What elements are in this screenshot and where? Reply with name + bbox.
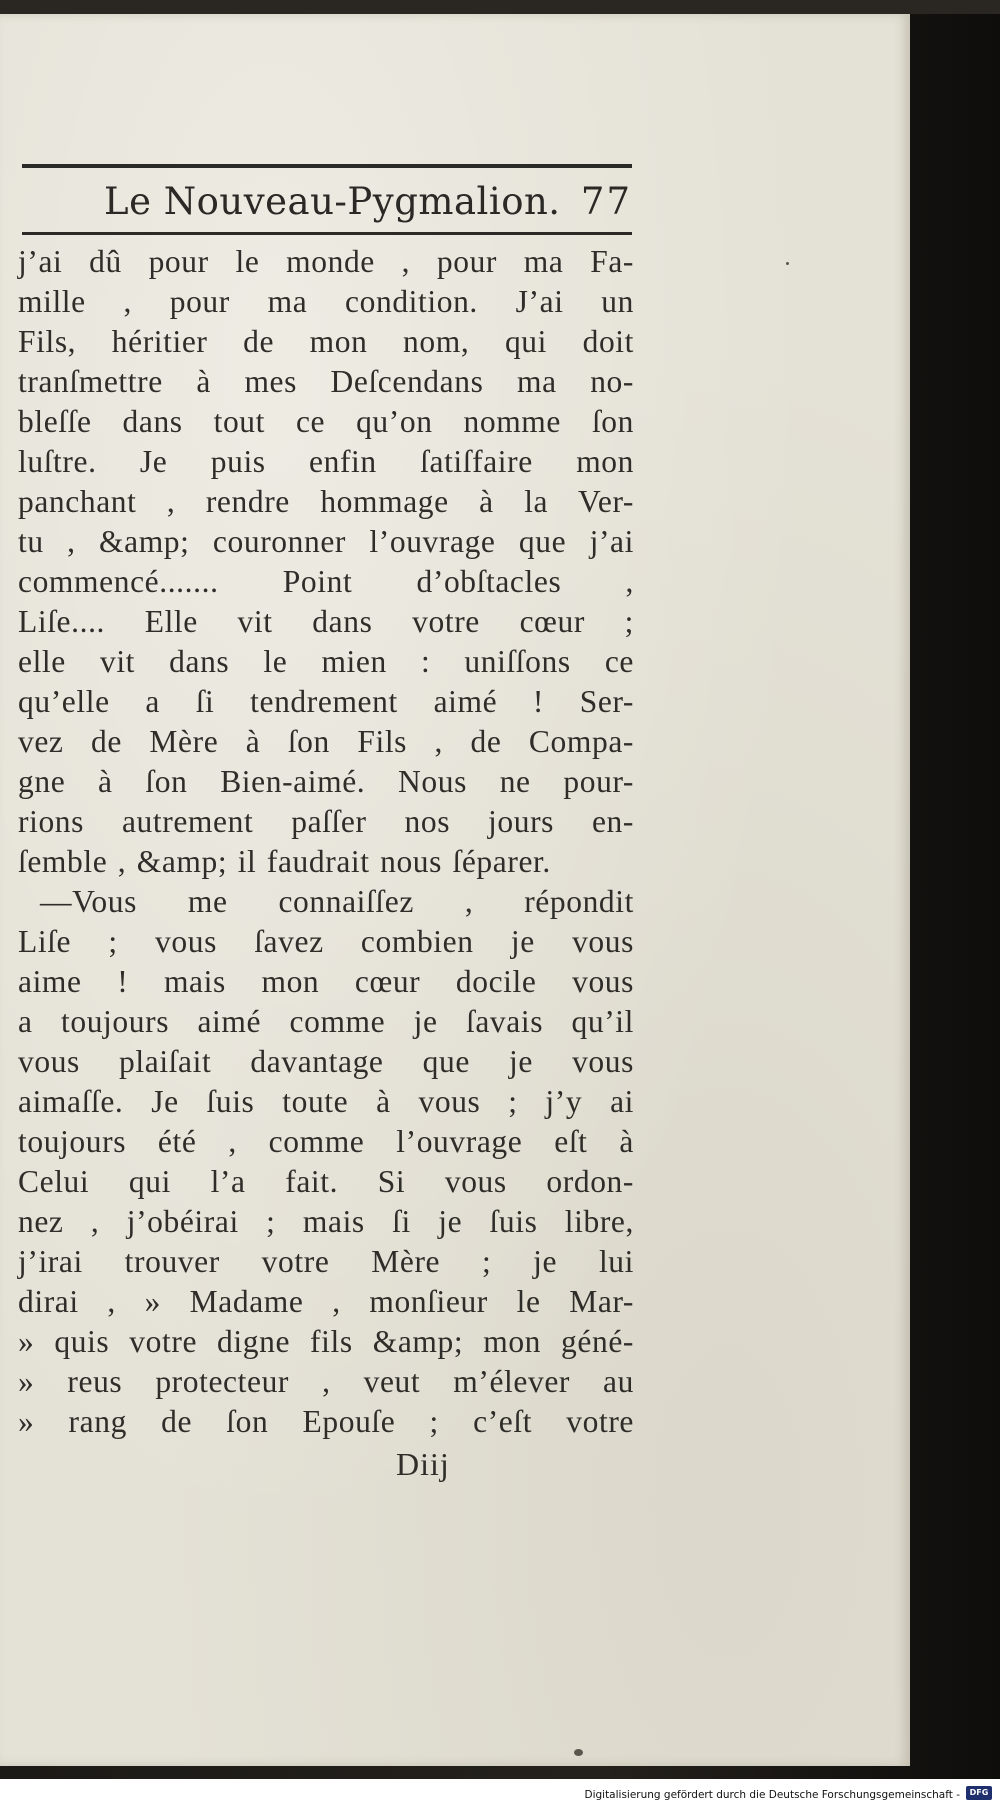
- text-line: bleſſe dans tout ce qu’on nomme ſon: [18, 404, 634, 439]
- text-line: Liſe ; vous ſavez combien je vous: [18, 924, 634, 959]
- text-line: elle vit dans le mien : uniſſons ce: [18, 644, 634, 679]
- text-line: » reus protecteur , veut m’élever au: [18, 1364, 634, 1399]
- dfg-logo-icon: DFG: [966, 1786, 992, 1800]
- header-rule-top: [22, 164, 632, 168]
- text-line: tranſmettre à mes Deſcendans ma no-: [18, 364, 634, 399]
- signature-mark: Diij: [396, 1446, 450, 1482]
- text-line: rions autrement paſſer nos jours en-: [18, 804, 634, 839]
- text-line: j’ai dû pour le monde , pour ma Fa-: [18, 244, 634, 279]
- text-line: Liſe.... Elle vit dans votre cœur ;: [18, 604, 634, 639]
- paper-sheet: [0, 14, 910, 1766]
- footer-bar: [0, 1779, 1000, 1805]
- text-line: a toujours aimé comme je ſavais qu’il: [18, 1004, 634, 1039]
- text-line: —Vous me connaiſſez , répondit: [40, 884, 634, 919]
- text-line: qu’elle a ſi tendrement aimé ! Ser-: [18, 684, 634, 719]
- text-line: dirai , » Madame , monſieur le Mar-: [18, 1284, 634, 1319]
- paper-speck: [786, 262, 789, 265]
- scan-top-edge: [0, 0, 1000, 14]
- text-line: » quis votre digne fils &amp; mon géné-: [18, 1324, 634, 1359]
- text-line: toujours été , comme l’ouvrage eſt à: [18, 1124, 634, 1159]
- paper-speck: [574, 1749, 583, 1756]
- text-line: ſemble , &amp; il faudrait nous ſéparer.: [18, 844, 551, 879]
- text-line: tu , &amp; couronner l’ouvrage que j’ai: [18, 524, 634, 559]
- running-head: [22, 174, 632, 230]
- header-rule-bottom: [22, 232, 632, 235]
- text-line: aime ! mais mon cœur docile vous: [18, 964, 634, 999]
- text-line: gne à ſon Bien-aimé. Nous ne pour-: [18, 764, 634, 799]
- text-line: » rang de ſon Epouſe ; c’eſt votre: [18, 1404, 634, 1439]
- text-line: vez de Mère à ſon Fils , de Compa-: [18, 724, 634, 759]
- body-text: [18, 242, 634, 1442]
- text-line: aimaſſe. Je ſuis toute à vous ; j’y ai: [18, 1084, 634, 1119]
- text-line: nez , j’obéirai ; mais ſi je ſuis libre,: [18, 1204, 634, 1239]
- text-line: vous plaiſait davantage que je vous: [18, 1044, 634, 1079]
- text-line: panchant , rendre hommage à la Ver-: [18, 484, 634, 519]
- text-line: luſtre. Je puis enfin ſatiſfaire mon: [18, 444, 634, 479]
- text-line: Celui qui l’a fait. Si vous ordon-: [18, 1164, 634, 1199]
- text-line: Fils, héritier de mon nom, qui doit: [18, 324, 634, 359]
- running-head-title: Le Nouveau-Pygmalion.: [104, 180, 561, 223]
- text-line: commencé....... Point d’obſtacles ,: [18, 564, 634, 599]
- text-line: j’irai trouver votre Mère ; je lui: [18, 1244, 634, 1279]
- page-number: 77: [580, 180, 632, 223]
- footer-credit: Digitalisierung gefördert durch die Deutsche Forschungsgemeinschaft -: [584, 1789, 960, 1801]
- text-line: mille , pour ma condition. J’ai un: [18, 284, 634, 319]
